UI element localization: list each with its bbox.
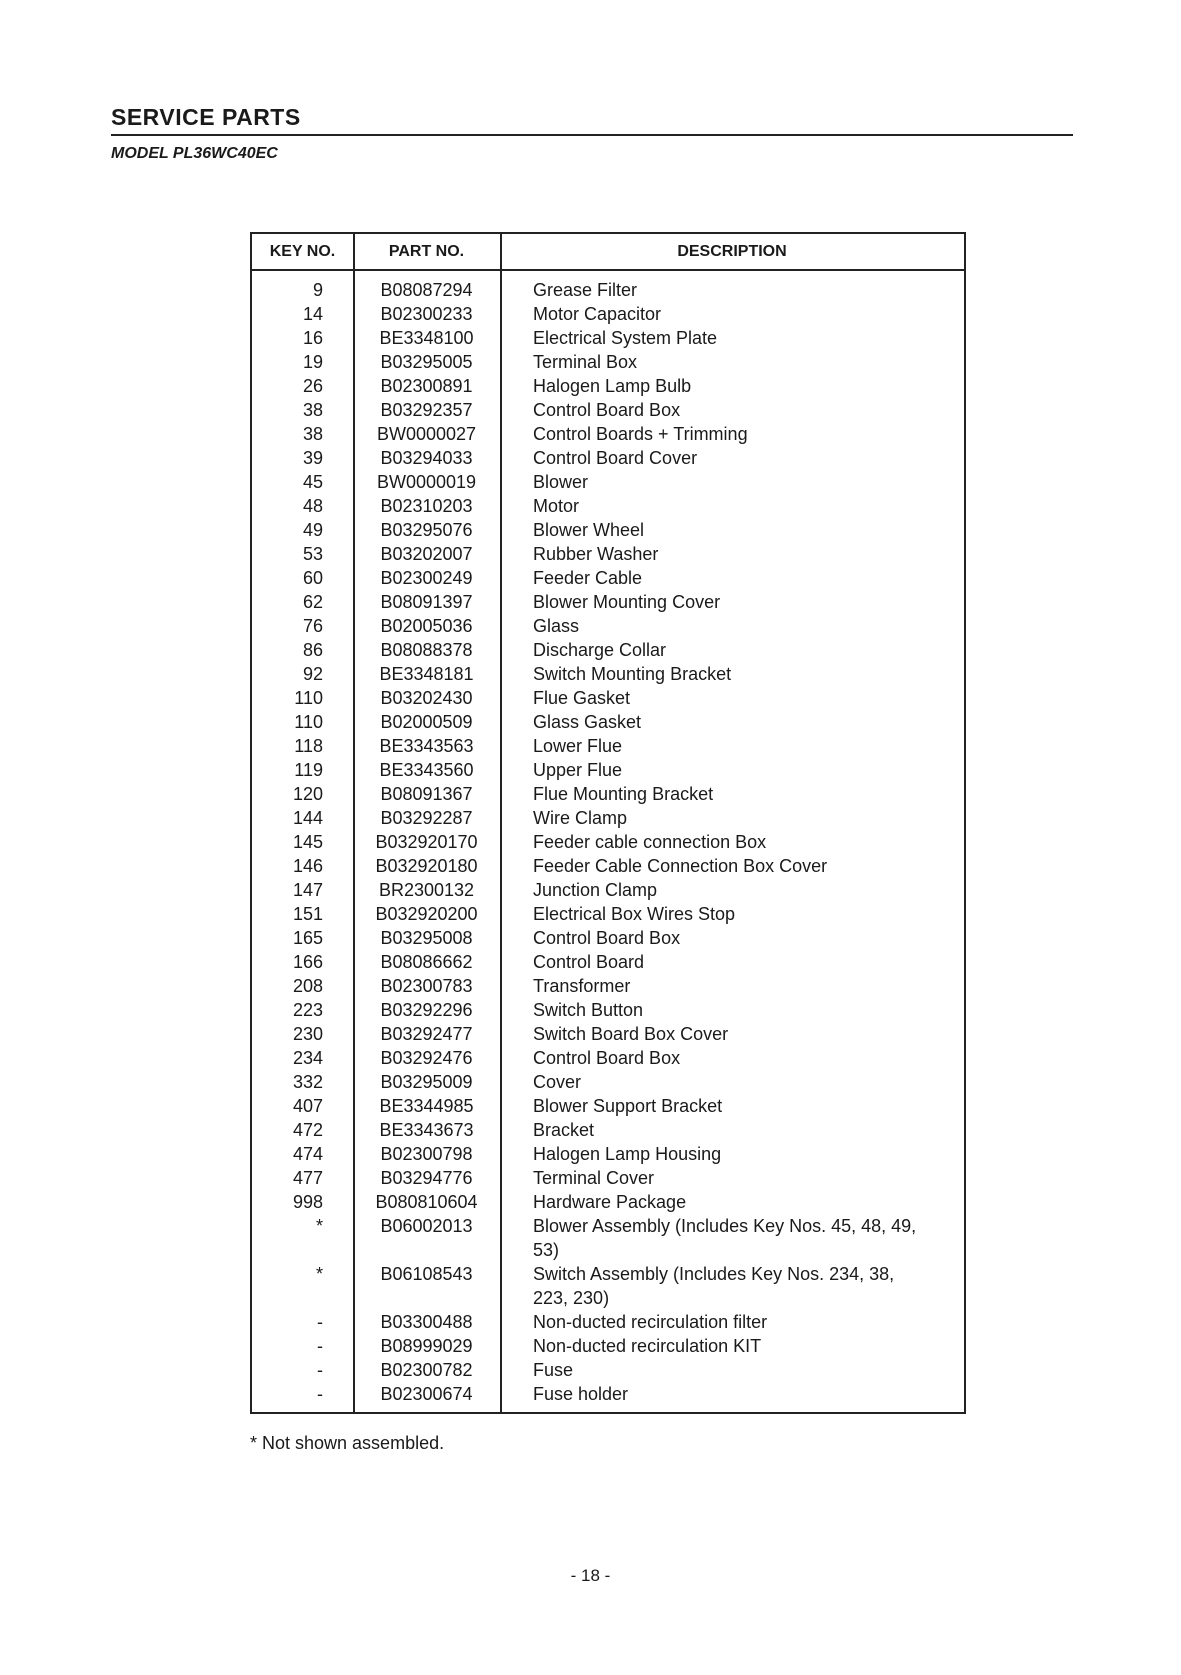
page-title: SERVICE PARTS — [111, 104, 301, 130]
part-no-cell: B06002013 — [380, 1216, 473, 1236]
part-no-cell: B03295009 — [380, 1072, 473, 1092]
part-no-cell: B02300798 — [380, 1144, 473, 1164]
table-row — [252, 326, 964, 350]
part-no-cell: B080810604 — [375, 1192, 478, 1212]
description-cell: Cover — [533, 1072, 582, 1092]
description-cell: Junction Clamp — [533, 880, 658, 900]
description-cell: Glass Gasket — [533, 712, 642, 732]
description-cell: Feeder Cable Connection Box Cover — [533, 856, 828, 876]
key-no-cell: 144 — [292, 808, 323, 828]
description-cell: Control Boards + Trimming — [533, 424, 748, 444]
part-no-cell: B06108543 — [380, 1264, 473, 1284]
part-no-cell: B032920200 — [375, 904, 478, 924]
description-cell: Flue Gasket — [533, 688, 631, 708]
key-no-cell: 234 — [292, 1048, 323, 1068]
part-no-cell: B03294033 — [380, 448, 473, 468]
table-row — [252, 1022, 964, 1046]
description-cell: Terminal Box — [533, 352, 638, 372]
key-no-cell: * — [315, 1264, 323, 1284]
header-key-no: KEY NO. — [269, 243, 336, 260]
part-no-cell: B03292477 — [380, 1024, 473, 1044]
description-cell: Control Board Box — [533, 928, 681, 948]
key-no-cell: 332 — [292, 1072, 323, 1092]
description-cell: Blower Assembly (Includes Key Nos. 45, 48, 49, 53) — [533, 1216, 917, 1260]
table-row — [252, 734, 964, 758]
key-no-cell: 60 — [302, 568, 323, 588]
part-no-cell: B02005036 — [380, 616, 473, 636]
table-row — [252, 302, 964, 326]
part-no-cell: B03295005 — [380, 352, 473, 372]
part-no-cell: B02300782 — [380, 1360, 473, 1380]
description-cell: Control Board — [533, 952, 645, 972]
description-cell: Feeder cable connection Box — [533, 832, 767, 852]
table-row — [252, 1142, 964, 1166]
description-cell: Flue Mounting Bracket — [533, 784, 714, 804]
description-cell: Switch Assembly (Includes Key Nos. 234, 38, 223, 230) — [533, 1264, 895, 1308]
part-no-cell: BW0000019 — [376, 472, 477, 492]
description-cell: Halogen Lamp Bulb — [533, 376, 692, 396]
description-cell: Terminal Cover — [533, 1168, 655, 1188]
description-cell: Hardware Package — [533, 1192, 687, 1212]
table-row — [252, 518, 964, 542]
description-cell: Lower Flue — [533, 736, 623, 756]
description-cell: Halogen Lamp Housing — [533, 1144, 722, 1164]
table-row — [252, 950, 964, 974]
description-cell: Rubber Washer — [533, 544, 659, 564]
key-no-cell: 53 — [302, 544, 323, 564]
part-no-cell: B08086662 — [380, 952, 473, 972]
key-no-cell: 407 — [292, 1096, 323, 1116]
key-no-cell: 223 — [292, 1000, 323, 1020]
key-no-cell: 166 — [292, 952, 323, 972]
table-row — [252, 1334, 964, 1358]
key-no-cell: 49 — [302, 520, 323, 540]
table-row — [252, 1382, 964, 1406]
description-cell: Control Board Cover — [533, 448, 698, 468]
table-row — [252, 902, 964, 926]
description-cell: Electrical Box Wires Stop — [533, 904, 736, 924]
table-row — [252, 1190, 964, 1214]
key-no-cell: 45 — [302, 472, 323, 492]
description-cell: Upper Flue — [533, 760, 623, 780]
part-no-cell: B032920170 — [375, 832, 478, 852]
part-no-cell: B08087294 — [380, 280, 473, 300]
part-no-cell: B03295008 — [380, 928, 473, 948]
key-no-cell: - — [317, 1312, 323, 1332]
part-no-cell: B02310203 — [380, 496, 473, 516]
table-row — [252, 710, 964, 734]
table-row — [252, 278, 964, 302]
table-row — [252, 422, 964, 446]
part-no-cell: B032920180 — [375, 856, 478, 876]
key-no-cell: 145 — [292, 832, 323, 852]
description-cell: Blower Mounting Cover — [533, 592, 721, 612]
part-no-cell: BW0000027 — [376, 424, 477, 444]
part-no-cell: BE3343673 — [379, 1120, 474, 1140]
header-description: DESCRIPTION — [677, 243, 787, 260]
key-no-cell: - — [317, 1336, 323, 1356]
description-cell: Blower Wheel — [533, 520, 645, 540]
key-no-cell: 477 — [292, 1168, 323, 1188]
key-no-cell: 76 — [302, 616, 323, 636]
table-row — [252, 854, 964, 878]
table-row — [252, 1166, 964, 1190]
part-no-cell: B03300488 — [380, 1312, 473, 1332]
part-no-cell: BE3344985 — [379, 1096, 474, 1116]
key-no-cell: 208 — [292, 976, 323, 996]
key-no-cell: 14 — [302, 304, 323, 324]
part-no-cell: B03292296 — [380, 1000, 473, 1020]
key-no-cell: 19 — [302, 352, 323, 372]
part-no-cell: B08091367 — [380, 784, 473, 804]
table-row — [252, 1358, 964, 1382]
table-header — [252, 234, 964, 271]
description-cell: Discharge Collar — [533, 640, 667, 660]
part-no-cell: B02000509 — [380, 712, 473, 732]
table-row — [252, 1070, 964, 1094]
table-row — [252, 1094, 964, 1118]
part-no-cell: B08999029 — [380, 1336, 473, 1356]
part-no-cell: B02300891 — [380, 376, 473, 396]
part-no-cell: B02300233 — [380, 304, 473, 324]
key-no-cell: 118 — [294, 736, 323, 756]
table-row — [252, 686, 964, 710]
description-cell: Non-ducted recirculation KIT — [533, 1336, 762, 1356]
table-row — [252, 998, 964, 1022]
key-no-cell: 110 — [294, 688, 323, 708]
key-no-cell: 16 — [302, 328, 323, 348]
part-no-cell: BE3348100 — [379, 328, 474, 348]
table-row — [252, 974, 964, 998]
key-no-cell: 474 — [292, 1144, 323, 1164]
part-no-cell: B03295076 — [380, 520, 473, 540]
table-row — [252, 878, 964, 902]
parts-table — [250, 232, 966, 1414]
table-body — [252, 271, 964, 1412]
description-cell: Switch Mounting Bracket — [533, 664, 732, 684]
table-row — [252, 494, 964, 518]
part-no-cell: BE3348181 — [379, 664, 474, 684]
key-no-cell: 472 — [292, 1120, 323, 1140]
description-cell: Feeder Cable — [533, 568, 643, 588]
table-row — [252, 758, 964, 782]
page-number: - 18 - — [570, 1566, 611, 1585]
key-no-cell: 120 — [292, 784, 323, 804]
table-row — [252, 446, 964, 470]
description-cell: Non-ducted recirculation filter — [533, 1312, 768, 1332]
key-no-cell: 39 — [302, 448, 323, 468]
table-row — [252, 350, 964, 374]
description-cell: Glass — [533, 616, 580, 636]
table-row — [252, 1262, 964, 1310]
key-no-cell: 147 — [292, 880, 323, 900]
key-no-cell: 38 — [302, 424, 323, 444]
part-no-cell: B08091397 — [380, 592, 473, 612]
key-no-cell: 230 — [292, 1024, 323, 1044]
description-cell: Electrical System Plate — [533, 328, 718, 348]
key-no-cell: 110 — [294, 712, 323, 732]
key-no-cell: 26 — [302, 376, 323, 396]
part-no-cell: B03294776 — [380, 1168, 473, 1188]
table-row — [252, 566, 964, 590]
part-no-cell: B08088378 — [380, 640, 473, 660]
table-row — [252, 1118, 964, 1142]
description-cell: Bracket — [533, 1120, 595, 1140]
key-no-cell: 119 — [294, 760, 323, 780]
description-cell: Motor — [533, 496, 580, 516]
part-no-cell: BR2300132 — [378, 880, 475, 900]
key-no-cell: * — [315, 1216, 323, 1236]
table-row — [252, 926, 964, 950]
table-row — [252, 398, 964, 422]
part-no-cell: B03292287 — [380, 808, 473, 828]
description-cell: Switch Board Box Cover — [533, 1024, 729, 1044]
part-no-cell: BE3343560 — [379, 760, 474, 780]
key-no-cell: - — [317, 1384, 323, 1404]
key-no-cell: 38 — [302, 400, 323, 420]
part-no-cell: B03202430 — [380, 688, 473, 708]
table-row — [252, 1310, 964, 1334]
description-cell: Transformer — [533, 976, 631, 996]
description-cell: Blower — [533, 472, 589, 492]
table-row — [252, 614, 964, 638]
key-no-cell: 86 — [302, 640, 323, 660]
key-no-cell: 48 — [302, 496, 323, 516]
part-no-cell: B03202007 — [380, 544, 473, 564]
part-no-cell: BE3343563 — [379, 736, 474, 756]
description-cell: Wire Clamp — [533, 808, 628, 828]
table-row — [252, 662, 964, 686]
key-no-cell: 998 — [292, 1192, 323, 1212]
description-cell: Control Board Box — [533, 400, 681, 420]
table-row — [252, 470, 964, 494]
description-cell: Switch Button — [533, 1000, 644, 1020]
part-no-cell: B03292476 — [380, 1048, 473, 1068]
key-no-cell: 146 — [292, 856, 323, 876]
key-no-cell: 165 — [292, 928, 323, 948]
title-rule — [111, 134, 1073, 136]
part-no-cell: B02300783 — [380, 976, 473, 996]
description-cell: Control Board Box — [533, 1048, 681, 1068]
description-cell: Fuse — [533, 1360, 574, 1380]
description-cell: Motor Capacitor — [533, 304, 662, 324]
description-cell: Blower Support Bracket — [533, 1096, 723, 1116]
header-part-no: PART NO. — [388, 243, 465, 260]
description-cell: Grease Filter — [533, 280, 638, 300]
description-cell: Fuse holder — [533, 1384, 629, 1404]
footnote: * Not shown assembled. — [250, 1433, 445, 1453]
key-no-cell: 62 — [302, 592, 323, 612]
table-row — [252, 1046, 964, 1070]
part-no-cell: B02300249 — [380, 568, 473, 588]
table-row — [252, 590, 964, 614]
key-no-cell: 151 — [292, 904, 323, 924]
key-no-cell: - — [317, 1360, 323, 1380]
table-row — [252, 638, 964, 662]
part-no-cell: B02300674 — [380, 1384, 473, 1404]
table-row — [252, 1214, 964, 1262]
table-row — [252, 830, 964, 854]
part-no-cell: B03292357 — [380, 400, 473, 420]
table-row — [252, 542, 964, 566]
table-row — [252, 374, 964, 398]
key-no-cell: 9 — [312, 280, 323, 300]
table-row — [252, 806, 964, 830]
model-number: MODEL PL36WC40EC — [111, 145, 278, 162]
table-row — [252, 782, 964, 806]
key-no-cell: 92 — [302, 664, 323, 684]
